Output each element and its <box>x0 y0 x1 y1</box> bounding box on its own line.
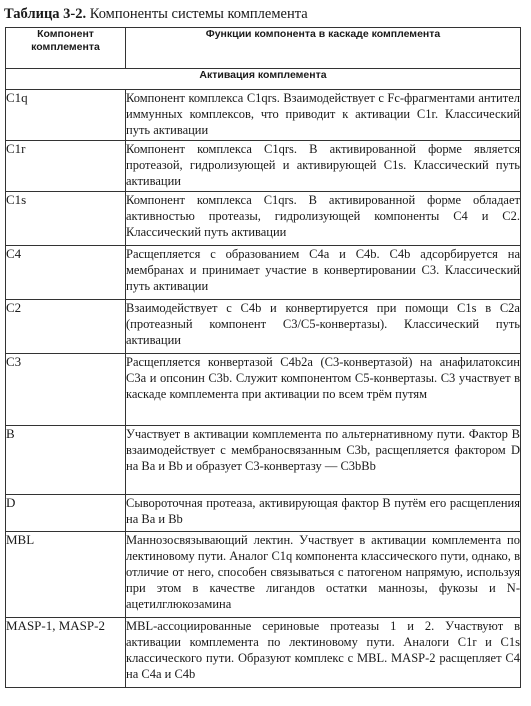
table-row <box>6 495 521 532</box>
section-title: Активация комплемента <box>6 69 521 90</box>
component-name: B <box>6 426 126 495</box>
header-row <box>6 28 521 69</box>
caption-text: Компоненты системы комплемента <box>89 6 308 22</box>
table-row <box>6 90 521 141</box>
header-function: Функции компонента в каскаде комплемента <box>126 28 521 69</box>
component-function: Компонент комплекса C1qrs. В активированной форме является протеазой, гидролизующей и активирующей C1s. Классический путь активации <box>126 141 521 192</box>
table-row <box>6 300 521 354</box>
component-function: Компонент комплекса C1qrs. В активированной форме обладает активностью протеазы, гидролизующей компоненты C4 и C2. Классический путь активации <box>126 192 521 246</box>
caption-label: Таблица 3-2. <box>4 6 87 22</box>
component-name: C2 <box>6 300 126 354</box>
component-name: C4 <box>6 246 126 300</box>
table-row <box>6 532 521 618</box>
header-component: Компонент комплемента <box>6 28 126 69</box>
table-caption <box>4 6 308 23</box>
component-name: MBL <box>6 532 126 618</box>
component-function: Сывороточная протеаза, активирующая фактор B путём его расщепления на Ba и Bb <box>126 495 521 532</box>
component-function: Маннозосвязывающий лектин. Участвует в активации комплемента по лектиновому пути. Аналог C1q компонента классического пути, однако, в отличие от него, способен связываться с патогеном напрямую, используя при этом в качестве лигандов остатки маннозы, фукозы и N-ацетилглюкозамина <box>126 532 521 618</box>
component-function: Расщепляется конвертазой C4b2a (C3-конвертазой) на анафилатоксин C3a и опсонин C3b. Служит компонентом C5-конвертазы. C3 участвует в каскаде комплемента при активации по всем трём путям <box>126 354 521 426</box>
component-function: MBL-ассоциированные сериновые протеазы 1 и 2. Участвуют в активации комплемента по лектиновому пути. Аналоги C1r и C1s классического пути. Образуют комплекс с MBL. MASP-2 расщепляет C4 на C4a и C4b <box>126 618 521 688</box>
complement-table <box>5 27 521 688</box>
component-name: C1q <box>6 90 126 141</box>
component-name: C3 <box>6 354 126 426</box>
table-row <box>6 192 521 246</box>
component-function: Расщепляется с образованием C4a и C4b. C4b адсорбируется на мембранах и принимает участие в конвертировании C3. Классический путь активации <box>126 246 521 300</box>
component-function: Взаимодействует с C4b и конвертируется при помощи C1s в C2a (протеазный компонент C3/C5-конвертазы). Классический путь активации <box>126 300 521 354</box>
table-row <box>6 354 521 426</box>
table-row <box>6 246 521 300</box>
component-name: D <box>6 495 126 532</box>
table-row <box>6 426 521 495</box>
component-function: Компонент комплекса C1qrs. Взаимодействует с Fc-фрагментами антител иммунных комплексов, что приводит к активации C1r. Классический путь активации <box>126 90 521 141</box>
component-function: Участвует в активации комплемента по альтернативному пути. Фактор B взаимодействует с мембраносвязанным C3b, расщепляется фактором D на Ba и Bb и образует C3-конвертазу — C3bBb <box>126 426 521 495</box>
component-name: MASP-1, MASP-2 <box>6 618 126 688</box>
table-row <box>6 141 521 192</box>
section-row <box>6 69 521 90</box>
table-row <box>6 618 521 688</box>
component-name: C1r <box>6 141 126 192</box>
component-name: C1s <box>6 192 126 246</box>
